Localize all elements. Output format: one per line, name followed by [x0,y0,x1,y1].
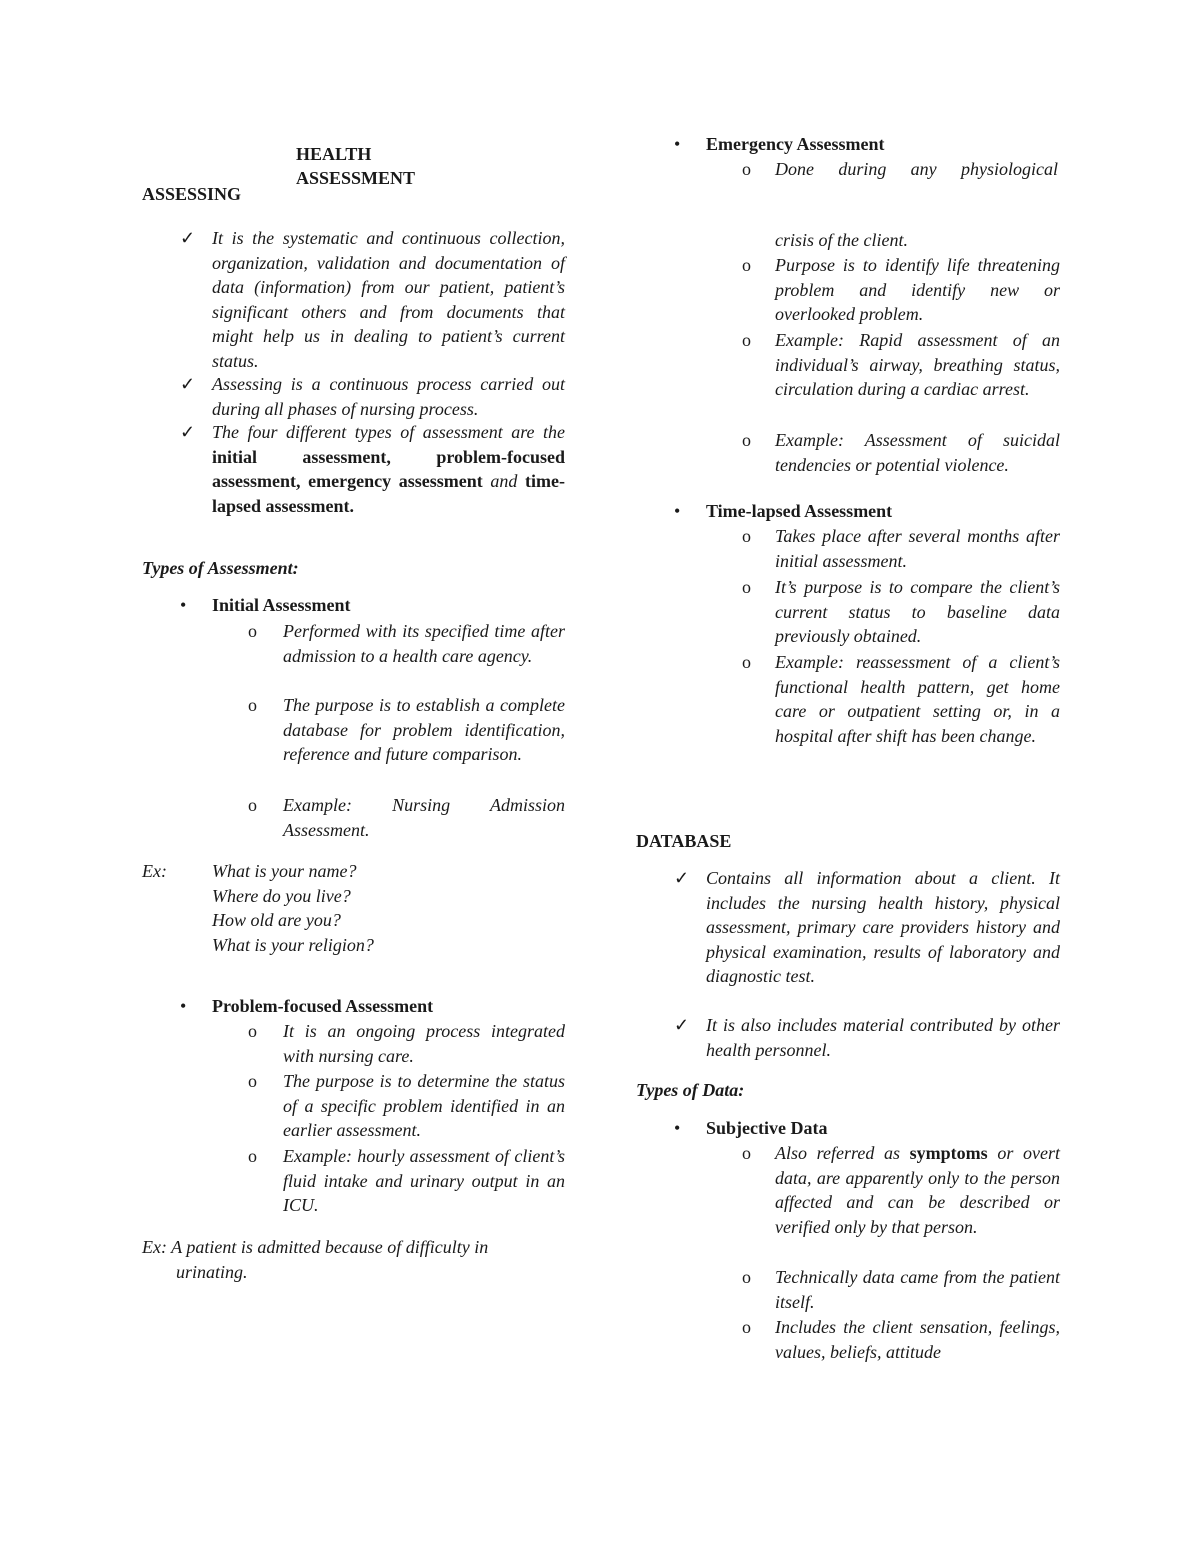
circle-bullet-icon: o [742,430,751,450]
bullet-icon: • [180,595,187,615]
circle-bullet-icon: o [742,577,751,597]
list-item [742,328,1060,402]
check-item-text: It is the systematic and continuous collection, organization, validation and documentation of data (information) from our patient, patient’s significant others and from documents that might help us in dealing to patient’s current status. [212,228,565,371]
check-icon: ✓ [180,422,196,442]
list-item-text: Purpose is to identify life threatening problem and identify new or overlooked problem. [775,255,1060,324]
assessment-types-bold: initial assessment, problem-focused assessment, emergency assessment [212,446,565,491]
list-item-text: Done during any physiological [775,159,1058,179]
list-item [248,1144,565,1218]
list-item [248,693,565,767]
initial-assessment-title [180,593,351,618]
list-item-text: Takes place after several months after initial assessment. [775,526,1060,571]
assessing-heading: ASSESSING [142,184,242,204]
circle-bullet-icon: o [742,1143,751,1163]
example-question: What is your name? [212,861,357,881]
circle-bullet-icon: o [248,1146,257,1166]
list-item [248,1019,565,1068]
example-question: What is your religion? [212,934,374,955]
list-item-text: Technically data came from the patient itself. [775,1267,1060,1312]
circle-bullet-icon: o [742,652,751,672]
list-item-text: The purpose is to determine the status of a specific problem identified in an earlier assessment. [283,1071,565,1140]
list-item-text: Example: reassessment of a client’s functional health pattern, get home care or outpatient setting or, in a hospital after shift has been change. [775,652,1060,746]
example-patient: Ex: A patient is admitted because of difficulty in urinating. [142,1237,489,1282]
section-title-text: Time-lapsed Assessment [706,501,893,521]
list-item [742,1265,1060,1314]
list-item-text: or overt data, are apparently only to the person affected and can be described or verified only by that person. [775,1143,1061,1237]
time-lapsed-assessment-title [674,499,892,524]
circle-bullet-icon: o [248,1071,257,1091]
circle-bullet-icon: o [248,621,257,641]
circle-bullet-icon: o [248,795,257,815]
check-item-text: It is also includes material contributed by other health personnel. [706,1015,1060,1060]
circle-bullet-icon: o [742,255,751,275]
circle-bullet-icon: o [742,1317,751,1337]
example-label: Ex: [142,861,167,881]
list-item [248,1069,565,1143]
circle-bullet-icon: o [248,695,257,715]
circle-bullet-icon: o [742,159,751,179]
bullet-icon: • [674,1118,681,1138]
list-item-text: It’s purpose is to compare the client’s current status to baseline data previously obtained. [775,577,1060,646]
list-item-text: Includes the client sensation, feelings, values, beliefs, attitude [775,1317,1060,1362]
section-title-text: Problem-focused Assessment [212,996,434,1016]
check-item-1 [180,226,565,373]
list-item [742,253,1060,327]
check-item-text: and [490,471,518,491]
check-item-3 [180,420,565,518]
circle-bullet-icon: o [742,330,751,350]
section-title-text: Emergency Assessment [706,134,885,154]
section-title-text: Subjective Data [706,1118,828,1138]
list-item-text: Performed with its specified time after admission to a health care agency. [283,621,565,666]
list-item [742,650,1060,748]
check-item-2 [180,372,565,421]
circle-bullet-icon: o [742,1267,751,1287]
period: . [349,495,355,516]
bullet-icon: • [674,134,681,154]
list-item [742,428,1060,477]
check-icon: ✓ [674,868,690,888]
bullet-icon: • [180,996,187,1016]
subjective-data-title [674,1116,827,1141]
emergency-assessment-title [674,132,884,157]
list-item [742,524,1060,573]
list-item-text: Also referred as [775,1143,900,1163]
list-item-text: Example: hourly assessment of client’s fluid intake and urinary output in an ICU. [283,1146,565,1215]
list-item-text: It is an ongoing process integrated with nursing care. [283,1021,565,1066]
check-item-text: Assessing is a continuous process carried out during all phases of nursing process. [212,374,565,419]
types-of-assessment-heading: Types of Assessment: [142,558,299,578]
example-question: How old are you? [212,910,341,930]
list-item [742,157,1058,182]
check-icon: ✓ [180,374,196,394]
database-heading: DATABASE [636,831,732,851]
check-item [674,1013,1060,1062]
list-item [742,1315,1060,1364]
bullet-icon: • [674,501,681,521]
check-item-text: The four different types of assessment are the [212,422,565,442]
list-item-text: Example: Nursing Admission Assessment. [283,795,565,840]
circle-bullet-icon: o [248,1021,257,1041]
symptoms-bold: symptoms [909,1143,988,1163]
check-icon: ✓ [180,228,196,248]
section-title-text: Initial Assessment [212,595,351,615]
list-item-continued: crisis of the client. [775,230,908,250]
example-questions [212,859,374,957]
list-item-text: Example: Assessment of suicidal tendencies or potential violence. [775,430,1060,475]
document-title-line1: HEALTH [296,144,372,164]
list-item-text: Example: Rapid assessment of an individual’s airway, breathing status, circulation during a cardiac arrest. [775,330,1060,399]
types-of-data-heading: Types of Data: [636,1080,745,1100]
list-item [742,1141,1060,1239]
document-title-line2: ASSESSMENT [296,168,416,188]
check-item-text: Contains all information about a client. It includes the nursing health history, physical assessment, primary care providers history and physical examination, results of laboratory and diagnostic test. [706,868,1060,986]
list-item [248,619,565,668]
list-item-text: The purpose is to establish a complete database for problem identification, reference and future comparison. [283,695,565,764]
example-question: Where do you live? [212,885,351,906]
assessment-types-bold: time-lapsed assessment [212,471,565,516]
problem-focused-assessment-title [180,994,433,1019]
check-icon: ✓ [674,1015,690,1035]
list-item [742,575,1060,649]
check-item [674,866,1060,989]
list-item [248,793,565,842]
circle-bullet-icon: o [742,526,751,546]
